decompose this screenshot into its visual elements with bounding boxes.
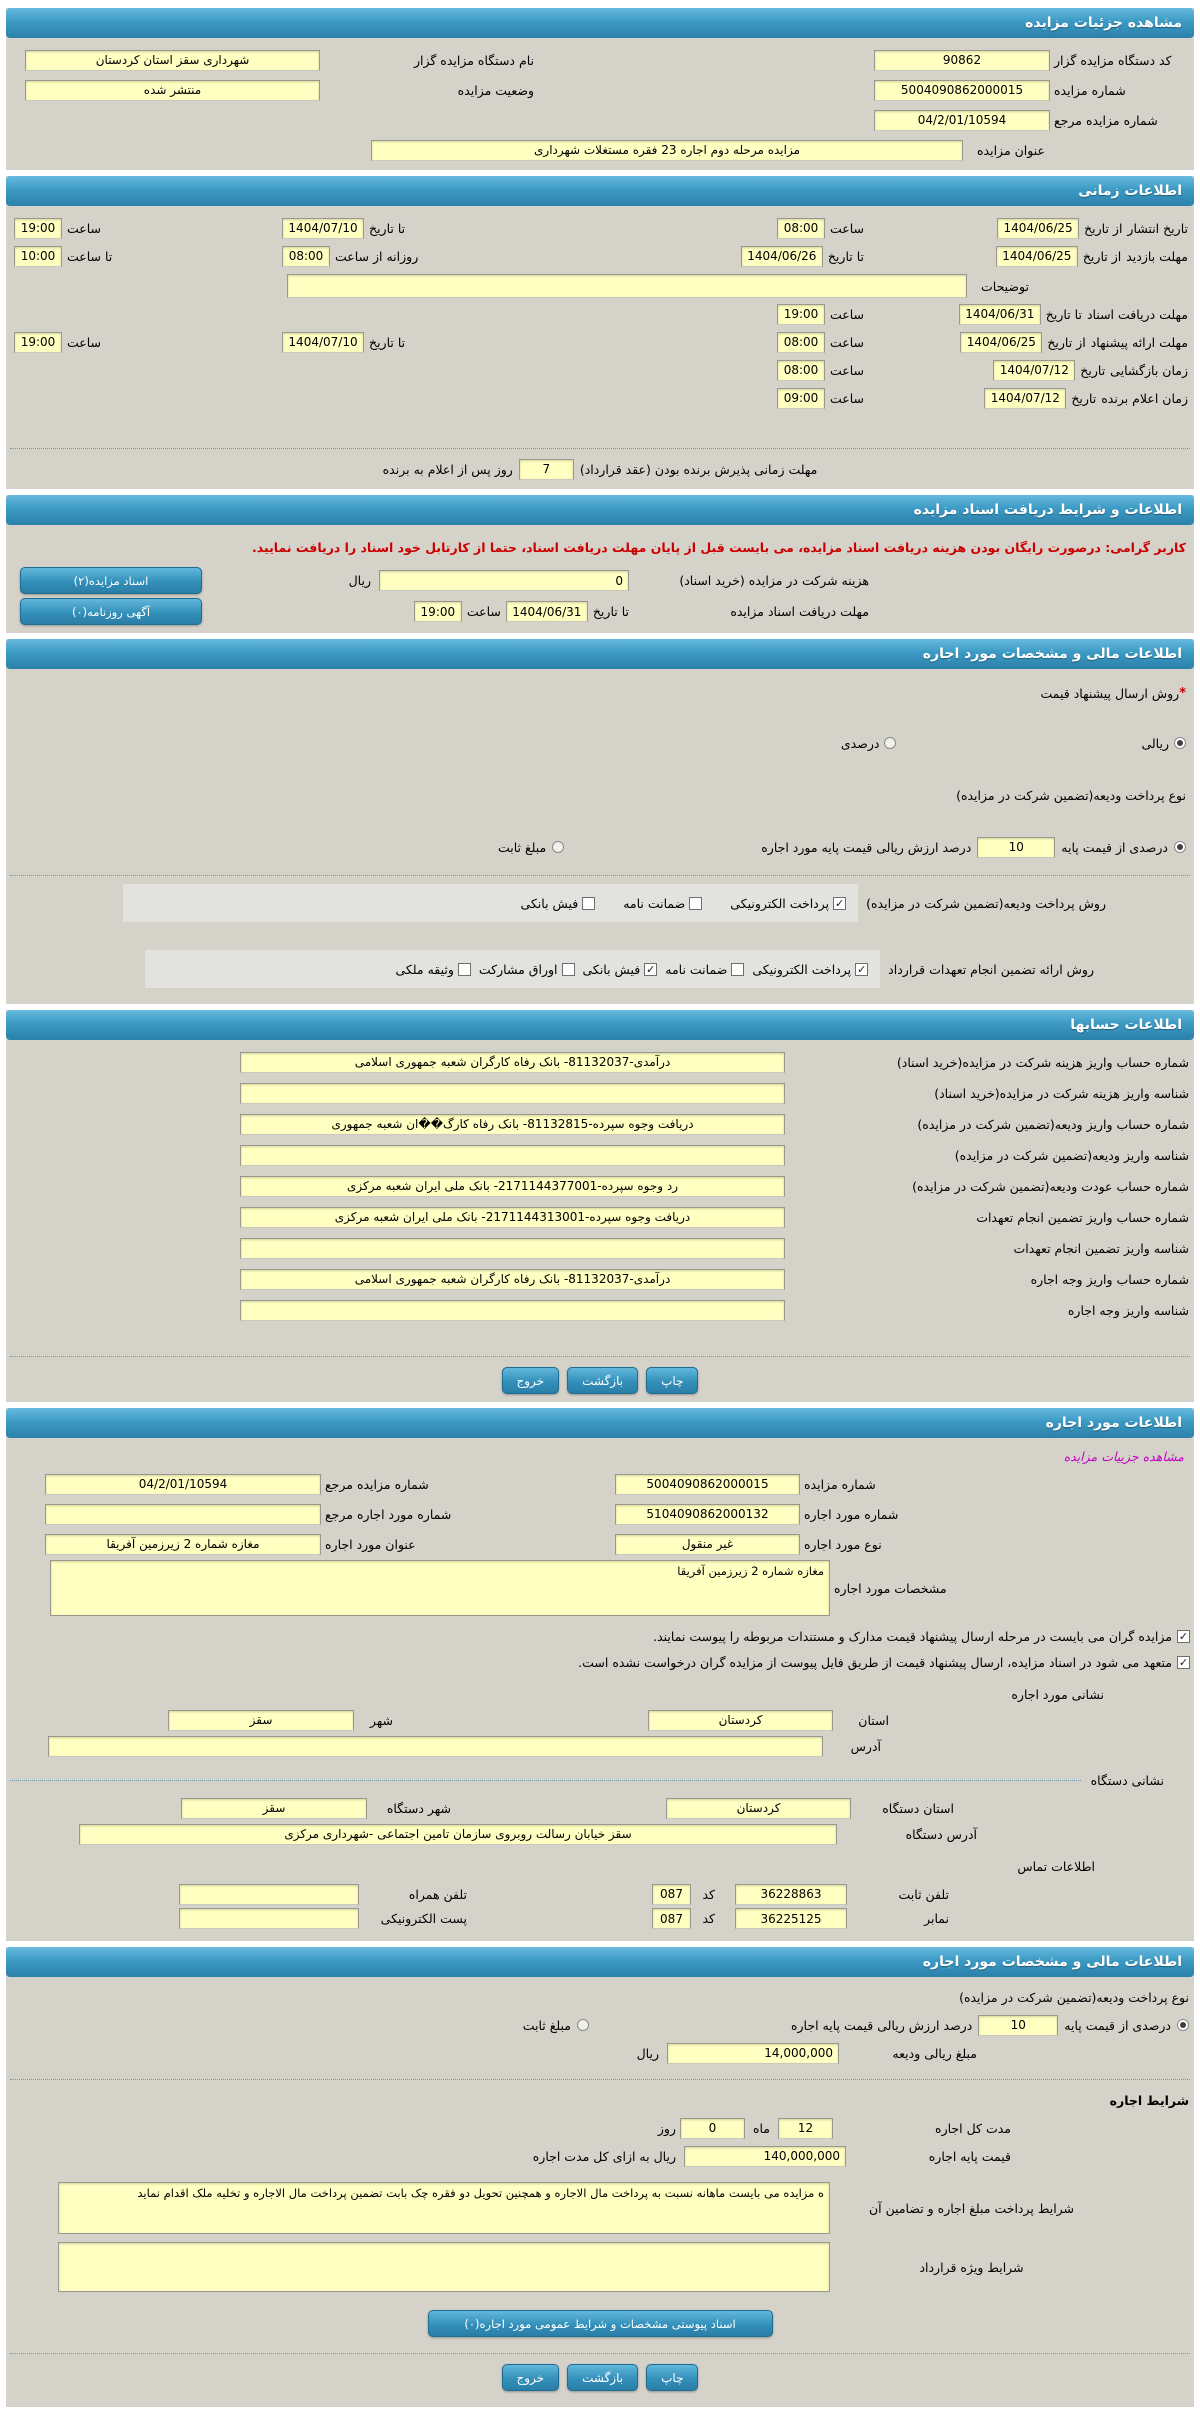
rental-item-ref-label: شماره مورد اجاره مرجع (325, 1506, 452, 1522)
opening-time-row (6, 358, 1194, 382)
account-row (6, 1174, 1194, 1198)
guarantee-letter-label: ضمانت نامه (623, 895, 686, 911)
contract-guarantee-options-strip (145, 950, 880, 988)
deposit-percent-label: درصدی از قیمت پایه (1061, 839, 1168, 855)
account-row-label: شماره حساب واریز ودیعه(تضمین شرکت در مزایده) (917, 1116, 1189, 1132)
attach-docs-checkbox[interactable]: ✓ (1178, 1629, 1189, 1643)
fax-code-field[interactable]: 087 (652, 1908, 691, 1929)
auction-org-name-field[interactable]: شهرداری سقز استان کردستان (25, 50, 320, 71)
account-row-field[interactable]: درآمدی-81132037- بانک رفاه کارگران شعبه جمهوری اسلامی (240, 1269, 785, 1290)
offer-from-hour-field[interactable]: 08:00 (777, 332, 825, 353)
epay-checkbox[interactable]: ✓ (835, 896, 845, 910)
no-file-required-checkbox[interactable]: ✓ (1178, 1655, 1189, 1669)
visit-from-date-field[interactable]: 1404/06/25 (996, 246, 1078, 267)
rental-item-title-label: عنوان مورد اجاره (325, 1536, 416, 1552)
dotted-separator (10, 1356, 1190, 1357)
org-address-label: آدرس دستگاه (905, 1826, 977, 1842)
required-asterisk: * (1179, 685, 1186, 701)
payment-terms-label: شرایط پرداخت مبلغ اجاره و تضامین آن (868, 2200, 1075, 2216)
opening-hour-label: ساعت (829, 362, 864, 378)
account-row (6, 1050, 1194, 1074)
docs-warning-text: کاربر گرامی: درصورت رایگان بودن هزینه دریافت اسناد مزایده، می بایست قبل از پایان مهلت دریافت اسناد، حتما از کارتابل خود اسناد را دریافت نمایید. (252, 539, 1186, 555)
docs-deadline-date-field[interactable]: 1404/06/31 (959, 304, 1041, 325)
section-header-rental-item: اطلاعات مورد اجاره (6, 1408, 1194, 1438)
account-row (6, 1236, 1194, 1260)
account-row-field[interactable]: رد وجوه سپرده-2171144377001- بانک ملی ایران شعبه مرکزی (240, 1176, 785, 1197)
visit-to-label: تا تاریخ (827, 248, 864, 264)
guarantee-option-letter[interactable] (665, 962, 744, 977)
guarantee-option-bonds[interactable] (479, 962, 575, 977)
account-row-field[interactable] (240, 1300, 785, 1321)
auction-ref-number-label: شماره مزایده مرجع (1054, 112, 1158, 128)
month-unit-label: ماه (752, 2120, 770, 2136)
docs-receipt-date-field[interactable]: 1404/06/31 (506, 601, 588, 622)
description-row (6, 274, 1194, 298)
account-row-label: شناسه واریز ودیعه(تضمین شرکت در مزایده) (954, 1147, 1189, 1163)
offer-hour-label: ساعت (829, 334, 864, 350)
deposit-type-label-2: نوع پرداخت ودیعه(تضمین شرکت در مزایده) (959, 1989, 1189, 2005)
rental-ref-number-label: شماره مزایده مرجع (325, 1476, 429, 1492)
guarantee-option-bank-slip[interactable] (583, 962, 658, 977)
publish-hour-label: ساعت (829, 220, 864, 236)
price-method-percent-radio[interactable] (884, 737, 896, 749)
offer-from-label: از تاریخ (1047, 334, 1086, 350)
visit-daily-from-label: روزانه از ساعت (335, 248, 419, 264)
visit-to-hour-label: تا ساعت (67, 248, 113, 264)
back-button-2[interactable]: بازگشت (567, 2364, 638, 2391)
dotted-separator (10, 2353, 1190, 2354)
exit-button-2[interactable]: خروج (502, 2364, 560, 2391)
winner-date-field[interactable]: 1404/07/12 (984, 388, 1066, 409)
offer-to-hour-field[interactable]: 19:00 (14, 332, 62, 353)
phone-label: تلفن ثابت (898, 1886, 949, 1902)
offer-label: مهلت ارائه پیشنهاد (1090, 334, 1188, 350)
base-price-field[interactable]: 140,000,000 (684, 2146, 846, 2167)
back-button[interactable]: بازگشت (567, 1367, 638, 1394)
price-method-label: روش ارسال پیشنهاد قیمت (1040, 685, 1180, 701)
account-row-label: شناسه واریز تضمین انجام تعهدات (1013, 1240, 1189, 1256)
account-row-label: شماره حساب عودت ودیعه(تضمین شرکت در مزایده) (912, 1178, 1189, 1194)
account-row (6, 1143, 1194, 1167)
account-row-label: شماره حساب واریز هزینه شرکت در مزایده(خرید اسناد) (896, 1054, 1189, 1070)
address-field[interactable] (48, 1736, 823, 1757)
print-button[interactable]: چاپ (646, 1367, 698, 1394)
deposit-type-label: نوع پرداخت ودیعه(تضمین شرکت در مزایده) (956, 787, 1186, 803)
docs-deadline-hour-field[interactable]: 19:00 (777, 304, 825, 325)
phone-code-field[interactable]: 087 (652, 1884, 691, 1905)
auction-org-code-label: کد دستگاه مزایده گزار (1054, 52, 1172, 68)
deposit-percent-suffix-label-2: درصد ارزش ریالی قیمت پایه اجاره (790, 2017, 973, 2033)
rent-days-field[interactable]: 0 (680, 2118, 745, 2139)
rental-type-field[interactable]: غیر منقول (615, 1534, 800, 1555)
org-city-label: شهر دستگاه (386, 1800, 451, 1816)
panel-financial-2 (6, 1947, 1194, 2407)
city-label: شهر (369, 1712, 393, 1728)
phone-field[interactable]: 36228863 (735, 1884, 847, 1905)
deposit-currency-label: ریال (636, 2045, 659, 2061)
account-row-field[interactable] (240, 1145, 785, 1166)
deposit-percent-value-field[interactable]: 10 (977, 837, 1055, 858)
pay-option-guarantee-letter[interactable] (623, 896, 702, 911)
bank-slip-label: فیش بانکی (520, 895, 579, 911)
province-field[interactable]: کردستان (648, 1710, 833, 1731)
rent-terms-section-label: شرایط اجاره (1109, 2092, 1189, 2108)
visit-label: مهلت بازدید (1126, 248, 1188, 264)
account-row-field[interactable] (240, 1083, 785, 1104)
winner-hour-field[interactable]: 09:00 (777, 388, 825, 409)
address-label: آدرس (850, 1738, 881, 1754)
rental-auction-number-field[interactable]: 5004090862000015 (615, 1474, 800, 1495)
guarantee-bank-slip-label: فیش بانکی (582, 961, 641, 977)
deposit-amount-label: مبلغ ریالی ودیعه (892, 2045, 977, 2061)
offer-to-date-field[interactable]: 1404/07/10 (282, 332, 364, 353)
guarantee-bank-slip-checkbox[interactable]: ✓ (646, 962, 656, 976)
section-header-financial-2: اطلاعات مالی و مشخصات مورد اجاره (6, 1947, 1194, 1977)
price-method-rial-label: ریالی (1141, 735, 1169, 751)
auction-org-name-label: نام دستگاه مزایده گزار (413, 52, 534, 68)
visit-deadline-row (6, 244, 1194, 268)
contact-section-label: اطلاعات تماس (1017, 1858, 1095, 1874)
guarantee-property-label: وثیقه ملکی (395, 961, 454, 977)
docs-receipt-deadline-label: مهلت دریافت اسناد مزایده (730, 604, 869, 619)
docs-deadline-label: مهلت دریافت اسناد (1086, 306, 1188, 322)
panel-auction-summary (6, 8, 1194, 170)
section-header-accounts: اطلاعات حسابها (6, 1010, 1194, 1040)
visit-from-label: از تاریخ (1082, 248, 1122, 264)
guarantee-letter2-checkbox[interactable] (731, 963, 744, 976)
section-header-financial-1: اطلاعات مالی و مشخصات مورد اجاره (6, 639, 1194, 669)
guarantee-bonds-label: اوراق مشارکت (478, 961, 558, 977)
docs-deadline-row (6, 302, 1194, 326)
rental-item-title-field[interactable]: مغازه شماره 2 زیرزمین آفریقا (45, 1534, 321, 1555)
docs-deadline-hour-label: ساعت (829, 306, 864, 322)
offer-to-label: تا تاریخ (369, 334, 406, 350)
rental-spec-textarea[interactable]: مغازه شماره 2 زیرزمین آفریقا (50, 1560, 830, 1616)
auction-title-label: عنوان مزایده (977, 142, 1045, 158)
offer-from-date-field[interactable]: 1404/06/25 (960, 332, 1042, 353)
deposit-fixed-label-2: مبلغ ثابت (522, 2017, 571, 2033)
guarantee-epay-checkbox[interactable]: ✓ (857, 962, 867, 976)
pay-option-bank-slip[interactable] (520, 896, 595, 911)
rental-spec-label: مشخصات مورد اجاره (834, 1580, 947, 1596)
section-header-view-details: مشاهده جزئیات مزایده (6, 8, 1194, 38)
no-file-required-checkbox-label: متعهد می شود در اسناد مزایده، ارسال پیشنهاد قیمت از طریق فایل پیوست از مزایده گران درخواست نشده است. (578, 1654, 1172, 1670)
publish-from-hour-field[interactable]: 08:00 (777, 218, 825, 239)
guarantee-letter-checkbox[interactable] (689, 897, 702, 910)
account-row (6, 1081, 1194, 1105)
dotted-separator (10, 2079, 1190, 2080)
winner-hour-label: ساعت (829, 390, 864, 406)
visit-to-hour-field[interactable]: 10:00 (14, 246, 62, 267)
auction-status-field[interactable]: منتشر شده (25, 80, 320, 101)
guarantee-epay-label: پرداخت الکترونیکی (752, 961, 852, 977)
rental-address-section-label: نشانی مورد اجاره (1011, 1686, 1104, 1702)
panel-accounts (6, 1010, 1194, 1402)
description-label: توضیحات (981, 278, 1029, 294)
participation-fee-label: هزینه شرکت در مزایده (خرید اسناد) (679, 573, 869, 588)
deposit-fixed-radio-2[interactable] (577, 2019, 589, 2031)
account-row-label: شماره حساب واریز وجه اجاره (1030, 1271, 1189, 1287)
fax-label: نمابر (924, 1911, 949, 1926)
account-row (6, 1267, 1194, 1291)
auction-details-page (0, 8, 1200, 2407)
docs-receipt-hour-field[interactable]: 19:00 (414, 601, 462, 622)
participation-fee-field[interactable]: 0 (379, 570, 629, 591)
auction-documents-button[interactable]: اسناد مزایده(۲) (20, 567, 202, 594)
publish-to-hour-label: ساعت (67, 220, 102, 236)
mobile-label: تلفن همراه (408, 1886, 467, 1902)
guarantee-letter2-label: ضمانت نامه (665, 961, 728, 977)
deposit-percent-suffix-label: درصد ارزش ریالی قیمت پایه مورد اجاره (761, 839, 972, 855)
panel-financial-1 (6, 639, 1194, 1004)
pay-option-epay[interactable] (730, 896, 846, 911)
opening-date-field[interactable]: 1404/07/12 (993, 360, 1075, 381)
publish-to-label: تا تاریخ (369, 220, 406, 236)
email-field[interactable] (179, 1908, 359, 1929)
view-auction-details-link[interactable]: مشاهده جزییات مزایده (1063, 1448, 1184, 1464)
opening-hour-field[interactable]: 08:00 (777, 360, 825, 381)
account-row-label: شناسه واریز هزینه شرکت در مزایده(خرید اسناد) (934, 1085, 1189, 1101)
newspaper-ads-button[interactable]: آگهی روزنامه(۰) (20, 598, 202, 625)
attach-docs-checkbox-label: مزایده گران می بایست در مرحله ارسال پیشنهاد قیمت مدارک و مستندات مربوطه را پیوست نمایند. (653, 1628, 1172, 1644)
account-row (6, 1298, 1194, 1322)
winner-label: زمان اعلام برنده (1101, 390, 1188, 406)
visit-to-date-field[interactable]: 1404/06/26 (741, 246, 823, 267)
publish-date-label: تاریخ انتشار (1127, 220, 1188, 236)
special-terms-label: شرایط ویژه قرارداد (919, 2259, 1024, 2275)
account-row (6, 1205, 1194, 1229)
auction-number-label: شماره مزایده (1054, 82, 1126, 98)
section-header-time-info: اطلاعات زمانی (6, 176, 1194, 206)
publish-from-date-field[interactable]: 1404/06/25 (997, 218, 1079, 239)
fax-code-label: کد (702, 1911, 715, 1926)
rental-item-number-field[interactable]: 5104090862000132 (615, 1504, 800, 1525)
rental-ref-number-field[interactable]: 04/2/01/10594 (45, 1474, 321, 1495)
dotted-separator (10, 875, 1190, 876)
panel-rental-item (6, 1408, 1194, 1941)
province-label: استان (858, 1712, 889, 1728)
deposit-percent-radio-2[interactable] (1177, 2019, 1189, 2031)
docs-receipt-to-label: تا تاریخ (592, 604, 629, 619)
rent-months-field[interactable]: 12 (778, 2118, 833, 2139)
rent-duration-label: مدت کل اجاره (935, 2120, 1011, 2136)
rental-auction-number-label: شماره مزایده (804, 1476, 876, 1492)
offer-deadline-row (6, 330, 1194, 354)
publish-from-label: از تاریخ (1084, 220, 1123, 236)
print-button-2[interactable]: چاپ (646, 2364, 698, 2391)
auction-number-field[interactable]: 5004090862000015 (874, 80, 1050, 101)
special-terms-textarea[interactable] (58, 2242, 830, 2292)
deposit-percent-radio[interactable] (1174, 841, 1186, 853)
base-price-suffix-label: ریال به ازای کل مدت اجاره (532, 2148, 676, 2164)
org-address-field[interactable]: سقز خیابان رسالت روبروی سازمان تامین اجتماعی -شهرداری مرکزی (79, 1824, 837, 1845)
description-field[interactable] (287, 274, 967, 298)
org-city-field[interactable]: سقز (181, 1798, 367, 1819)
guarantee-option-epay[interactable] (752, 962, 868, 977)
payment-terms-textarea[interactable]: ه مزایده می بایست ماهانه نسبت به پرداخت مال الاجاره و همچنین تحویل دو فقره چک بابت تضمین پرداخت مال الاجاره و تخلیه ملک اقدام نماید (58, 2182, 830, 2234)
email-label: پست الکترونیکی (380, 1911, 467, 1926)
attached-docs-button[interactable]: اسناد پیوستی مشخصات و شرایط عمومی مورد اجاره(۰) (428, 2310, 773, 2337)
publish-date-row (6, 216, 1194, 240)
fee-currency-label: ریال (348, 573, 371, 588)
publish-to-hour-field[interactable]: 19:00 (14, 218, 62, 239)
deposit-percent-value-field-2[interactable]: 10 (978, 2015, 1058, 2036)
fax-field[interactable]: 36225125 (735, 1908, 847, 1929)
auction-org-code-field[interactable]: 90862 (874, 50, 1050, 71)
auction-status-label: وضعیت مزایده (457, 82, 534, 98)
base-price-label: قیمت پایه اجاره (928, 2148, 1011, 2164)
mobile-field[interactable] (179, 1884, 359, 1905)
account-row-field[interactable] (240, 1238, 785, 1259)
price-method-percent-label: درصدی (840, 735, 880, 751)
docs-deadline-to-label: تا تاریخ (1045, 306, 1082, 322)
rental-item-ref-field[interactable] (45, 1504, 321, 1525)
epay-label: پرداخت الکترونیکی (730, 895, 830, 911)
deposit-fixed-label: مبلغ ثابت (497, 839, 547, 855)
auction-title-field[interactable]: مزایده مرحله دوم اجاره 23 فقره مستغلات شهرداری (371, 140, 963, 161)
account-row-field[interactable]: دریافت وجوه سپرده-2171144313001- بانک ملی ایران شعبه مرکزی (240, 1207, 785, 1228)
opening-label: زمان بازگشایی (1110, 362, 1188, 378)
deposit-percent-label-2: درصدی از قیمت پایه (1064, 2017, 1171, 2033)
offer-to-hour-label: ساعت (67, 334, 102, 350)
account-row-field[interactable]: دریافت وجوه سپرده-81132815- بانک رفاه کارگ��ان شعبه جمهوری (240, 1114, 785, 1135)
guarantee-property-checkbox[interactable] (458, 963, 471, 976)
account-row (6, 1112, 1194, 1136)
org-address-section-label: نشانی دستگاه (1090, 1772, 1164, 1788)
dotted-separator (10, 448, 1190, 449)
section-header-docs-terms: اطلاعات و شرایط دریافت اسناد مزایده (6, 495, 1194, 525)
guarantee-bonds-checkbox[interactable] (562, 963, 575, 976)
panel-docs-terms (6, 495, 1194, 633)
account-row-label: شماره حساب واریز تضمین انجام تعهدات (976, 1209, 1189, 1225)
deposit-pay-options-strip (123, 884, 858, 922)
publish-to-date-field[interactable]: 1404/07/10 (282, 218, 364, 239)
price-method-rial-radio[interactable] (1174, 737, 1186, 749)
day-unit-label: روز (657, 2120, 676, 2136)
org-province-label: استان دستگاه (882, 1800, 954, 1816)
deposit-amount-field[interactable]: 14,000,000 (667, 2043, 839, 2064)
deposit-pay-method-label: روش پرداخت ودیعه(تضمین شرکت در مزایده) (866, 895, 1106, 911)
city-field[interactable]: سقز (168, 1710, 354, 1731)
bank-slip-checkbox[interactable] (582, 897, 595, 910)
rental-type-label: نوع مورد اجاره (804, 1536, 882, 1552)
org-province-field[interactable]: کردستان (666, 1798, 851, 1819)
account-row-field[interactable]: درآمدی-81132037- بانک رفاه کارگران شعبه جمهوری اسلامی (240, 1052, 785, 1073)
accept-deadline-row (6, 457, 1194, 481)
docs-receipt-hour-label: ساعت (466, 604, 501, 619)
accept-deadline-post-label: روز پس از اعلام به برنده (382, 461, 513, 477)
deposit-fixed-radio[interactable] (552, 841, 564, 853)
phone-code-label: کد (702, 1886, 715, 1902)
winner-date-label: تاریخ (1071, 390, 1097, 406)
panel-time-info (6, 176, 1194, 489)
opening-date-label: تاریخ (1080, 362, 1106, 378)
account-row-label: شناسه واریز وجه اجاره (1067, 1302, 1189, 1318)
dotted-separator (10, 1780, 1081, 1781)
winner-announce-row (6, 386, 1194, 410)
exit-button[interactable]: خروج (502, 1367, 560, 1394)
rental-item-number-label: شماره مورد اجاره (804, 1506, 899, 1522)
auction-ref-number-field[interactable]: 04/2/01/10594 (874, 110, 1050, 131)
accept-days-field[interactable]: 7 (519, 459, 574, 480)
contract-guarantee-method-label: روش ارائه تضمین انجام تعهدات قرارداد (888, 961, 1094, 977)
visit-daily-from-hour-field[interactable]: 08:00 (282, 246, 330, 267)
accept-deadline-pre-label: مهلت زمانی پذیرش برنده بودن (عقد قرارداد) (579, 461, 818, 477)
guarantee-option-property[interactable] (395, 962, 470, 977)
